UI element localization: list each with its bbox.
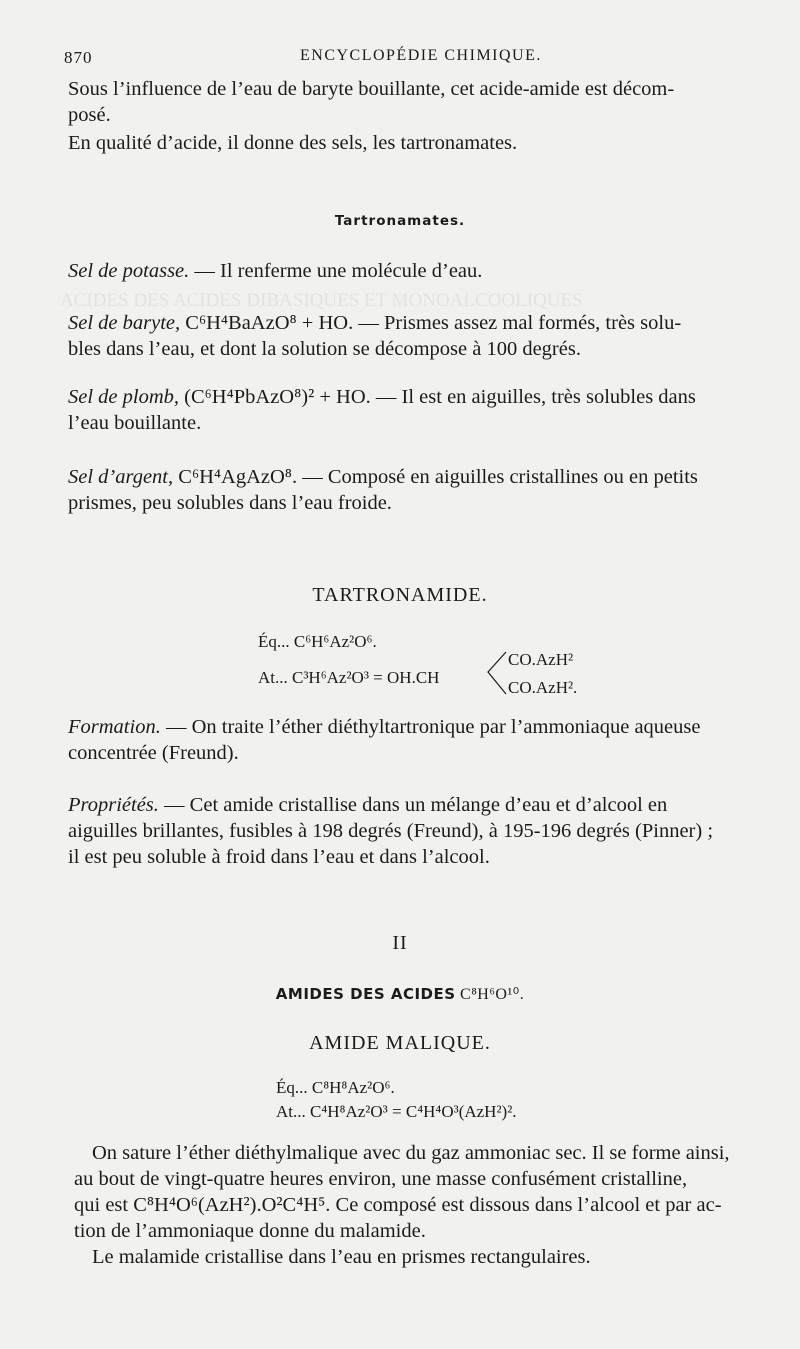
salt-text: — Composé en aiguilles cristallines ou en petits	[297, 466, 698, 488]
formation-paragraph	[68, 714, 772, 766]
page-number: 870	[64, 48, 93, 67]
malique-paragraph	[74, 1140, 774, 1270]
text-line: — Cet amide cristallise dans un mélange d’eau et d’alcool en	[158, 794, 668, 816]
text-line: tion de l’ammoniaque donne du malamide.	[74, 1220, 426, 1242]
malique-at-formula: At... C⁴H⁸Az²O³ = C⁴H⁴O³(AzH²)².	[276, 1102, 517, 1121]
amide-malique-title: AMIDE MALIQUE.	[309, 1032, 491, 1054]
tartronamide-at-formula: At... C³H⁶Az²O³ = OH.CH	[258, 668, 440, 687]
tartronamide-eq-formula: Éq... C⁶H⁶Az²O⁶.	[258, 632, 377, 651]
tartronamide-title: TARTRONAMIDE.	[312, 584, 488, 606]
text-line: Sous l’influence de l’eau de baryte bouillante, cet acide-amide est décom-	[68, 78, 675, 100]
formation-label: Formation.	[68, 716, 161, 738]
text-line: posé.	[68, 104, 111, 126]
text-line: Le malamide cristallise dans l’eau en prismes rectangulaires.	[92, 1246, 591, 1268]
salt-label: Sel de plomb,	[68, 386, 180, 408]
sel-argent	[68, 464, 772, 516]
salt-label: Sel de baryte,	[68, 312, 181, 334]
section-heading-text: AMIDES DES ACIDES	[275, 985, 456, 1003]
sel-potasse	[68, 258, 772, 284]
text-line: il est peu soluble à froid dans l’eau et dans l’alcool.	[68, 846, 490, 868]
salt-formula: C⁶H⁴BaAzO⁸ + HO.	[180, 312, 354, 334]
branch-bottom: CO.AzH².	[508, 678, 578, 697]
bleed-through: ACIDES DES ACIDES DIBASIQUES ET MONOALCOOLIQUES	[60, 290, 583, 311]
salt-text: — Prismes assez mal formés, très solu-	[353, 312, 682, 334]
text-line: prismes, peu solubles dans l’eau froide.	[68, 492, 392, 514]
text-line: qui est C⁸H⁴O⁶(AzH²).O²C⁴H⁵. Ce composé est dissous dans l’alcool et par ac-	[74, 1194, 722, 1216]
intro-paragraph	[68, 76, 772, 156]
salt-formula: (C⁶H⁴PbAzO⁸)² + HO.	[179, 386, 371, 408]
section-heading	[0, 984, 800, 1004]
text-line: au bout de vingt-quatre heures environ, une masse confusément cristalline,	[74, 1168, 688, 1190]
malique-eq-formula: Éq... C⁸H⁸Az²O⁶.	[276, 1078, 395, 1097]
section-numeral: II	[392, 932, 408, 954]
sel-plomb	[68, 384, 772, 436]
salt-formula: C⁶H⁴AgAzO⁸.	[173, 466, 298, 488]
branch-bracket-icon	[484, 648, 508, 698]
text-line: On sature l’éther diéthylmalique avec du gaz ammoniac sec. Il se forme ainsi,	[92, 1142, 730, 1164]
sel-baryte	[68, 310, 772, 362]
salt-label: Sel d’argent,	[68, 466, 174, 488]
salt-text: — Il est en aiguilles, très solubles dans	[370, 386, 696, 408]
branch-top: CO.AzH²	[508, 650, 574, 669]
text-line: — On traite l’éther diéthyltartronique par l’ammoniaque aqueuse	[160, 716, 701, 738]
section-heading-formula: C⁸H⁶O¹⁰.	[455, 986, 525, 1003]
salt-text: — Il renferme une molécule d’eau.	[189, 260, 483, 282]
proprietes-paragraph	[68, 792, 772, 870]
text-line: En qualité d’acide, il donne des sels, les tartronamates.	[68, 132, 518, 154]
text-line: bles dans l’eau, et dont la solution se décompose à 100 degrés.	[68, 338, 581, 360]
running-title: ENCYCLOPÉDIE CHIMIQUE.	[300, 47, 542, 64]
text-line: l’eau bouillante.	[68, 412, 202, 434]
proprietes-label: Propriétés.	[68, 794, 159, 816]
text-line: concentrée (Freund).	[68, 742, 239, 764]
text-line: aiguilles brillantes, fusibles à 198 degrés (Freund), à 195-196 degrés (Pinner) ;	[68, 820, 714, 842]
salt-label: Sel de potasse.	[68, 260, 190, 282]
tartronamates-heading: Tartronamates.	[334, 213, 466, 229]
